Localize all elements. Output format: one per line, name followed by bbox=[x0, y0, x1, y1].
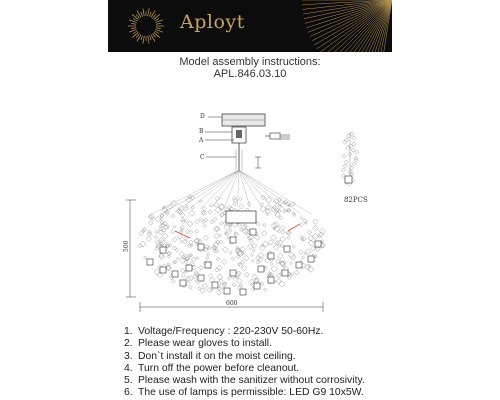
height-dimension: 500 bbox=[123, 240, 130, 252]
pieces-count: 82PCS bbox=[344, 196, 368, 204]
instruction-item: 4. Turn off the power before cleanout. bbox=[124, 362, 300, 374]
instruction-item: 3. Don`t install it on the moist ceiling. bbox=[124, 350, 296, 362]
crystal-cluster bbox=[138, 195, 326, 295]
instruction-item: 2. Please wear gloves to install. bbox=[124, 338, 272, 350]
label-a: A bbox=[199, 137, 204, 144]
label-d: D bbox=[200, 113, 205, 120]
instruction-item: 1. Voltage/Frequency : 220-230V 50-60Hz. bbox=[124, 326, 324, 337]
instructions-list bbox=[124, 326, 365, 400]
instruction-item: 5. Please wash with the sanitizer without corrosivity. bbox=[124, 375, 365, 387]
crystal-strand-sample bbox=[341, 132, 358, 186]
model-number: APL.846.03.10 bbox=[213, 68, 287, 80]
wire-connector-icon bbox=[270, 133, 280, 139]
brand-name: Aployt bbox=[180, 11, 245, 33]
page-title: Model assembly instructions: bbox=[179, 56, 321, 68]
label-b: B bbox=[199, 128, 204, 135]
central-frame bbox=[226, 211, 256, 223]
width-dimension: 600 bbox=[226, 300, 238, 307]
instruction-item: 6. The use of lamps is permissible: LED G9 10x5W. bbox=[124, 387, 364, 399]
label-c: C bbox=[200, 154, 205, 161]
